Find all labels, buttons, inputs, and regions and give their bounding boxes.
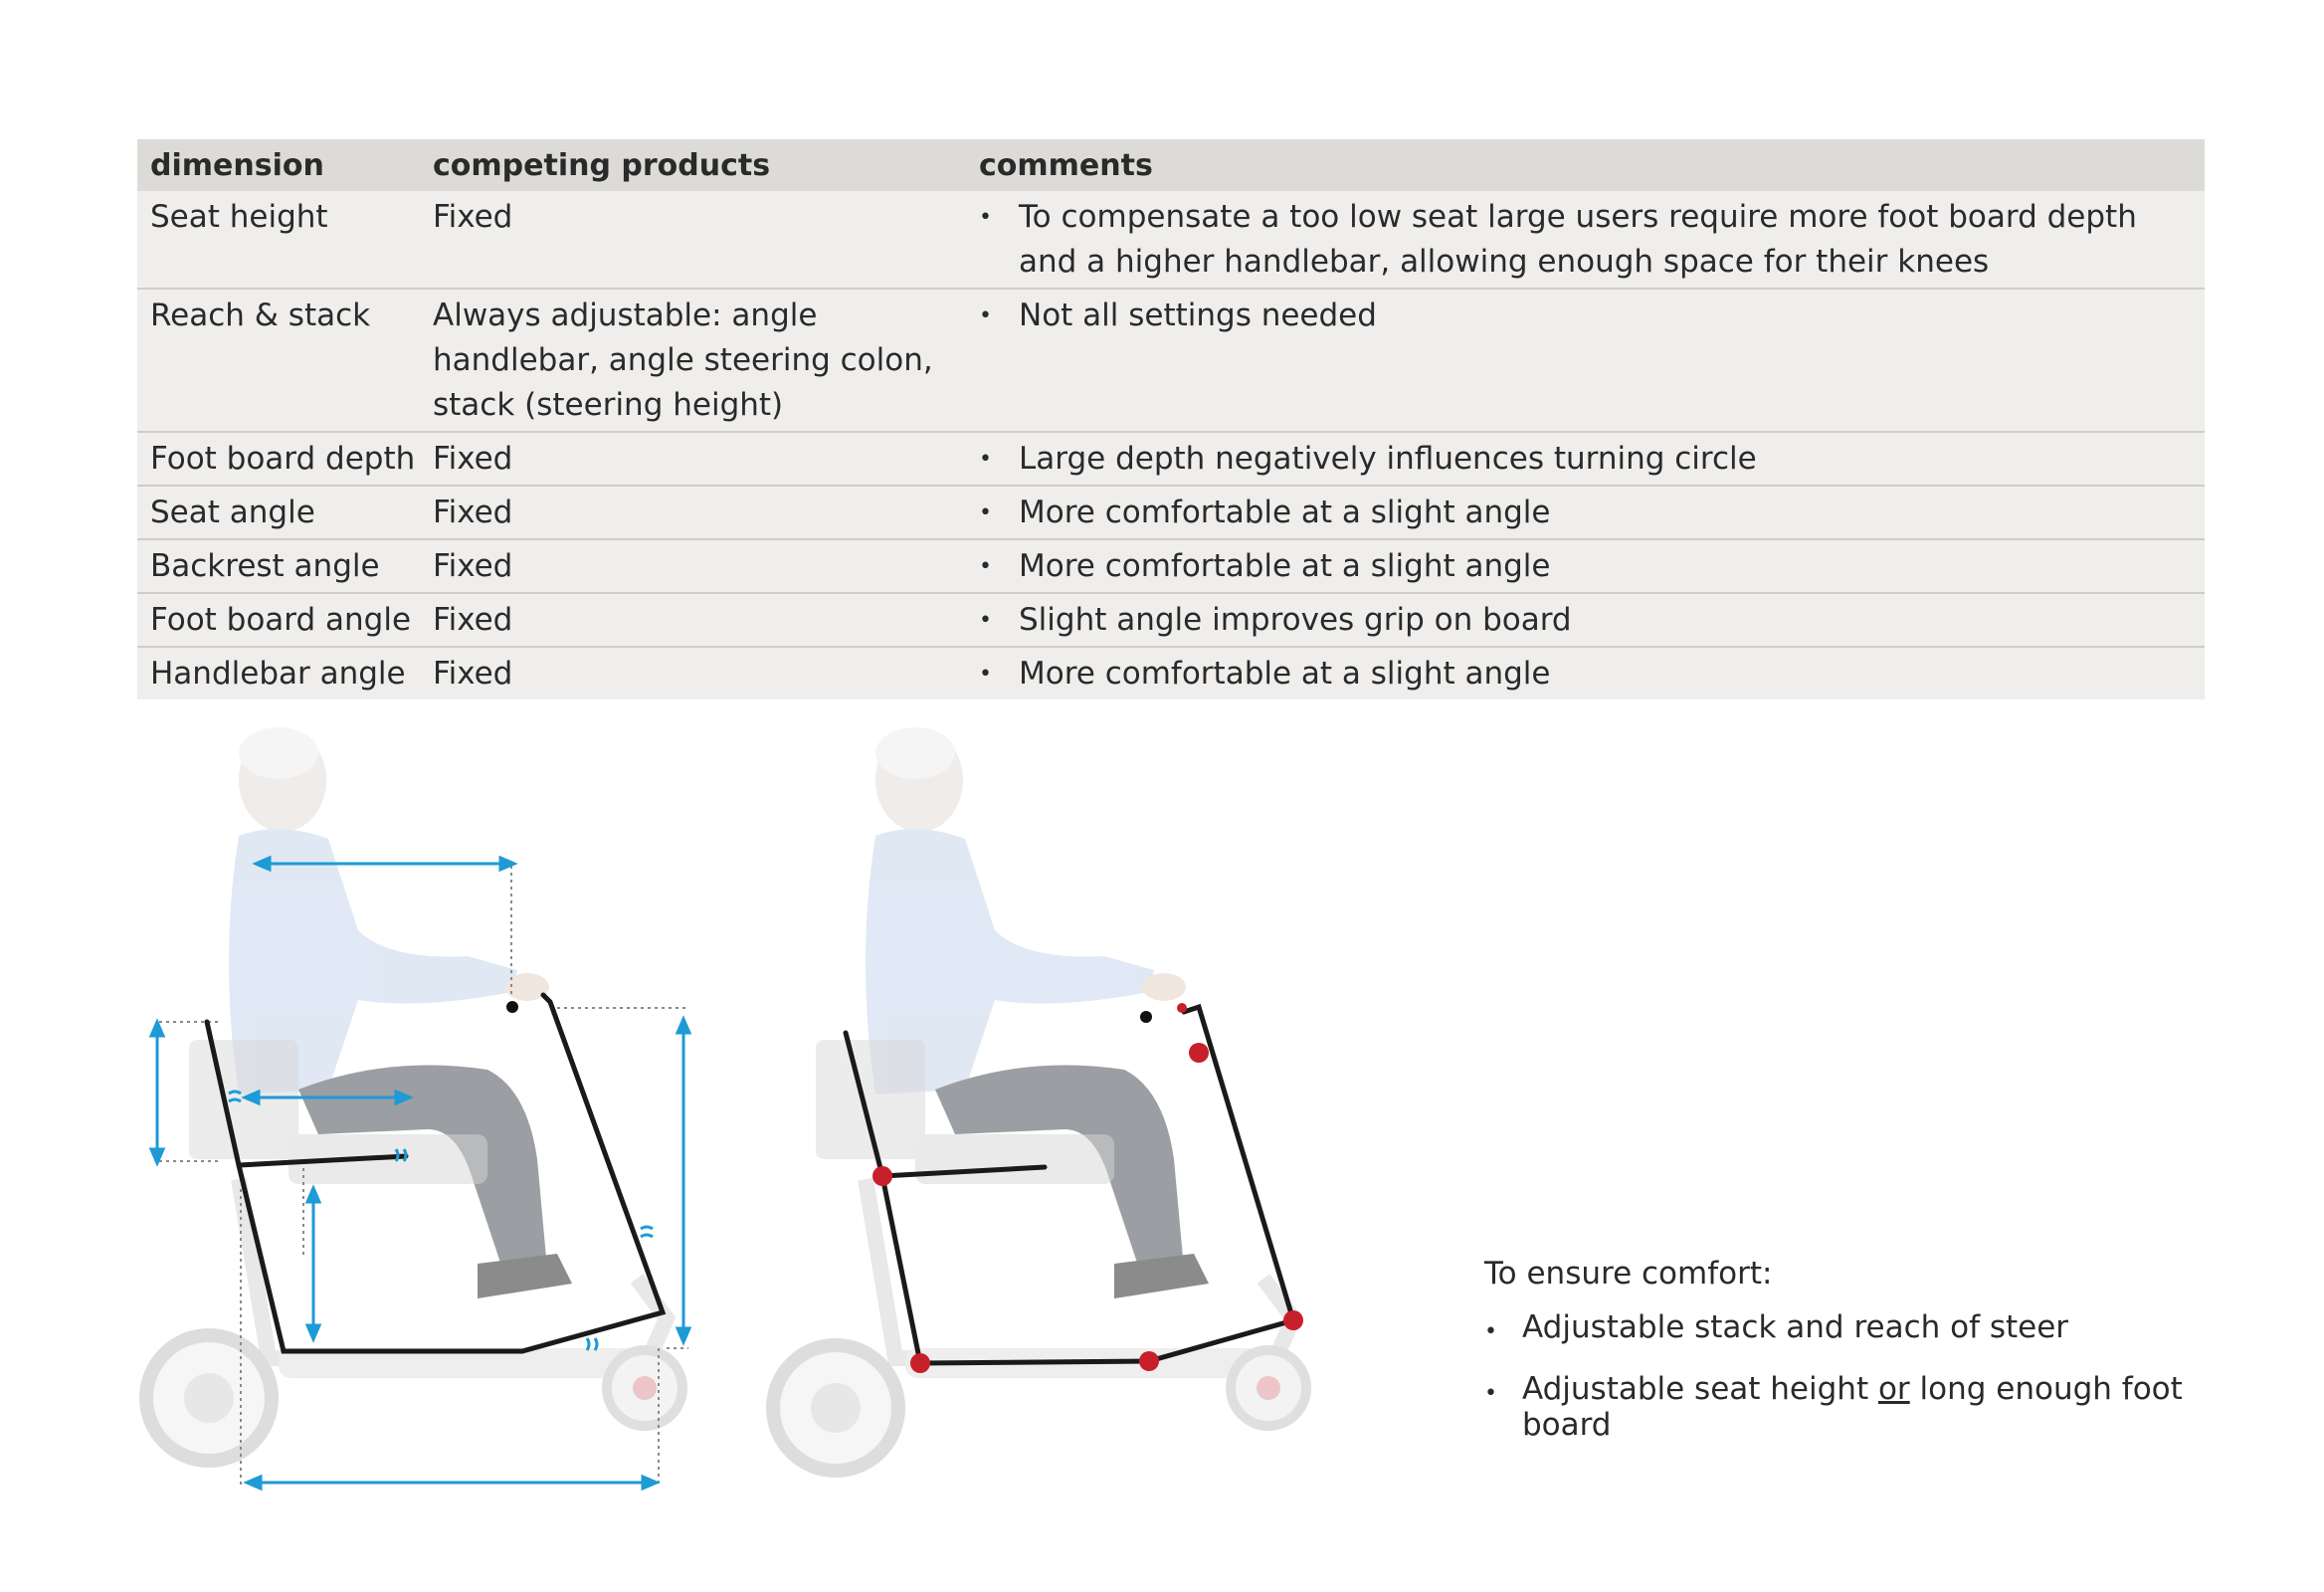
cell-dimension: Foot board depth	[150, 441, 416, 477]
cell-competing: Fixed	[433, 441, 513, 477]
cell-comment	[979, 290, 2205, 431]
note-text-part: long enough foot board	[1521, 1371, 2183, 1443]
cell-competing: Fixed	[433, 495, 513, 530]
cell-comment	[979, 594, 2205, 646]
cell-comment	[979, 648, 2205, 699]
note-text: Adjustable stack and reach of steer	[1522, 1309, 2069, 1345]
comment-text: More comfortable at a slight angle	[1019, 548, 1551, 584]
pivot-point	[1189, 1043, 1209, 1063]
cell-dimension: Seat height	[150, 199, 328, 235]
note-text-part: Adjustable seat height	[1521, 1371, 1878, 1407]
handle-grip-point	[506, 1001, 518, 1013]
table-row	[137, 191, 2205, 290]
pivot-point	[910, 1353, 930, 1373]
comment-text: Large depth negatively influences turning circle	[1019, 441, 1757, 477]
bullet-icon: •	[979, 662, 992, 687]
bullet-icon: •	[979, 554, 992, 579]
cell-competing: Fixed	[433, 602, 513, 638]
cell-dimension: Backrest angle	[150, 548, 380, 584]
table-row	[137, 433, 2205, 487]
cell-competing: Always adjustable: angle handlebar, angle steering colon, stack (steering height)	[433, 298, 933, 423]
header-comments: comments	[979, 147, 1153, 183]
scooter-dimension-figure	[129, 711, 726, 1507]
cell-comment	[979, 487, 2205, 538]
scooter-pivot-figure	[766, 711, 1363, 1507]
header-dimension: dimension	[150, 147, 324, 183]
cell-comment	[979, 191, 2205, 288]
pivot-point	[1139, 1351, 1159, 1371]
comment-text: More comfortable at a slight angle	[1019, 656, 1551, 692]
pivot-point	[1283, 1310, 1303, 1330]
list-item	[1484, 1371, 2280, 1443]
table-row	[137, 648, 2205, 699]
cell-dimension: Seat angle	[150, 495, 315, 530]
comment-text: To compensate a too low seat large users require more foot board depth and a higher handlebar, allowing enough space for their knees	[1019, 199, 2137, 280]
table-row	[137, 290, 2205, 433]
table-header	[137, 139, 2205, 191]
header-competing-products: competing products	[433, 147, 771, 183]
notes-title: To ensure comfort:	[1484, 1256, 1773, 1292]
pivot-point	[872, 1166, 892, 1186]
cell-competing: Fixed	[433, 548, 513, 584]
handle-grip-point	[1140, 1011, 1152, 1023]
cell-dimension: Foot board angle	[150, 602, 412, 638]
cell-dimension: Handlebar angle	[150, 656, 406, 692]
cell-competing: Fixed	[433, 199, 513, 235]
comment-text: More comfortable at a slight angle	[1019, 495, 1551, 530]
bullet-icon: •	[979, 303, 992, 328]
list-item	[1484, 1309, 2280, 1354]
comfort-notes	[1484, 1256, 2280, 1460]
comment-text: Slight angle improves grip on board	[1019, 602, 1572, 638]
bullet-icon: •	[979, 500, 992, 525]
cell-dimension: Reach & stack	[150, 298, 371, 333]
bullet-icon: •	[979, 608, 992, 633]
comparison-table	[137, 139, 2205, 699]
comment-text: Not all settings needed	[1019, 298, 1377, 333]
pivot-point	[1177, 1003, 1187, 1013]
bullet-icon: •	[979, 447, 992, 472]
rider-silhouette	[866, 727, 1209, 1298]
cell-comment	[979, 433, 2205, 485]
cell-competing: Fixed	[433, 656, 513, 692]
table-row	[137, 540, 2205, 594]
bullet-icon: •	[1484, 1381, 1497, 1406]
bullet-icon: •	[979, 205, 992, 230]
table-row	[137, 594, 2205, 648]
note-underlined-word: or	[1877, 1371, 1910, 1407]
rider-silhouette	[229, 727, 572, 1298]
cell-comment	[979, 540, 2205, 592]
note-text	[1522, 1371, 2280, 1443]
table-row	[137, 487, 2205, 540]
bullet-icon: •	[1484, 1319, 1497, 1344]
